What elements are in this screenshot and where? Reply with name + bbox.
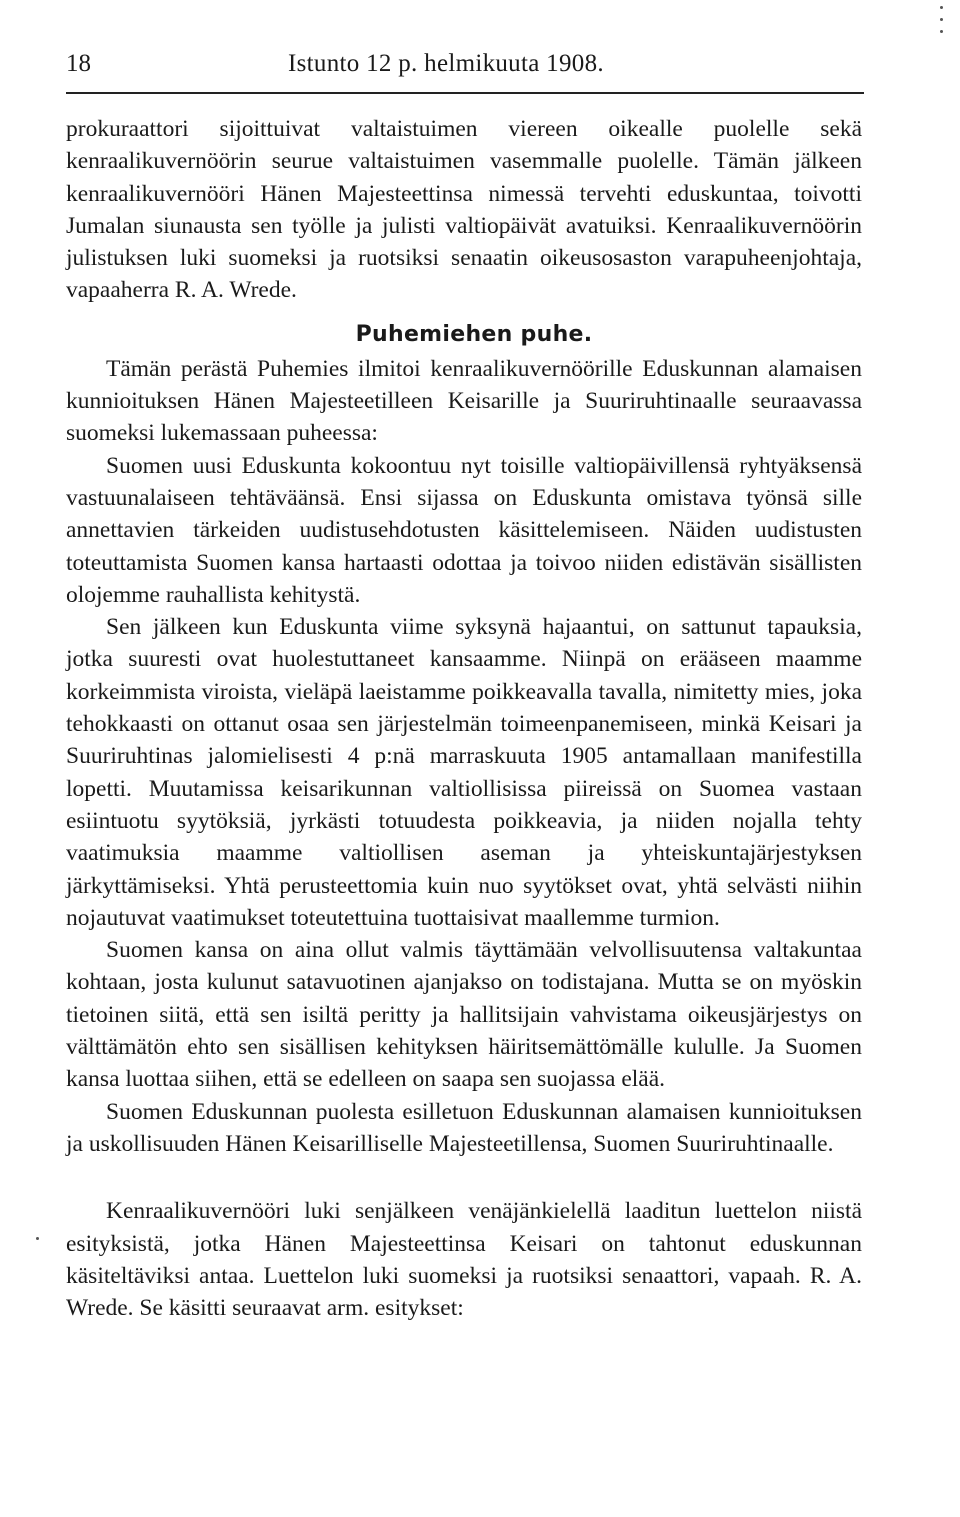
speech-paragraph-3: Suomen kansa on aina ollut valmis täyttämään velvollisuutensa valtakuntaa kohtaan, josta kulunut satavuotinen ajanjakso on todistajana. Mutta se on myöskin tietoinen siitä, että sen isiltä peritty ja hallitsijain vahvistama oikeusjärjestys on välttämätön ehto sen sisällisen kehityksen häiritsemättömälle kululle. Ja Suomen kansa luottaa siihen, että se edelleen on saapa sen suojassa elää. xyxy=(66,937,862,1093)
running-title: Istunto 12 p. helmikuuta 1908. xyxy=(288,50,604,77)
paragraph-gap xyxy=(66,1160,862,1195)
header-rule xyxy=(66,92,864,94)
page-number: 18 xyxy=(66,50,91,77)
margin-dot xyxy=(36,1237,39,1240)
intro-paragraph: prokuraattori sijoittuivat valtaistuimen viereen oikealle puolelle sekä kenraalikuvernöörin seurue valtaistuimen vasemmalle puolelle. Tämän jälkeen kenraalikuvernööri Hänen Majesteettinsa nimessä tervehti eduskuntaa, toivotti Jumalan siunausta sen työlle ja julisti valtiopäivät avatuiksi. Kenraalikuvernöörin julistuksen luki suomeksi ja ruotsiksi senaatin oikeusosaston varapuheenjohtaja, vapaaherra R. A. Wrede. xyxy=(66,116,862,304)
closing-paragraph: Kenraalikuvernööri luki senjälkeen venäjänkielellä laaditun luettelon niistä esityksistä, jotka Hänen Majesteettinsa Keisari on tahtonut eduskunnan käsiteltäviksi antaa. Luettelon luki suomeksi ja ruotsiksi senaattori, vapaah. R. A. Wrede. Se käsitti seuraavat arm. esitykset: xyxy=(66,1198,862,1322)
speech-paragraph-2: Sen jälkeen kun Eduskunta viime syksynä hajaantui, on sattunut tapauksia, jotka suuresti ovat huolestuttaneet kansaamme. Niinpä on erääseen maamme korkeimmista viroista, vieläpä laeistamme poikkeavalla tavalla, nimitetty mies, joka tehokkaasti on ottanut osaa sen järjestelmän toimeenpanemiseen, minkä Keisari ja Suuriruhtinas jalomielisesti 4 p:nä marraskuuta 1905 antamallaan manifestilla lopetti. Muutamissa keisarikunnan valtiollisissa piireissä on Suomea vastaan esiintuotu syytöksiä, jyrkästi totuudesta poikkeavia, ja niiden nojalla tehty vaatimuksia maamme valtiollisen aseman ja yhteiskuntajärjestyksen järkyttämiseksi. Yhtä perusteettomia kuin nuo syytökset ovat, yhtä selvästi niihin nojautuvat vaatimukset toteutettuina tuottaisivat maallemme turmion. xyxy=(66,614,862,931)
speech-paragraph-1: Suomen uusi Eduskunta kokoontuu nyt toisille valtiopäivillensä ryhtyäksensä vastuunalaiseen tehtäväänsä. Ensi sijassa on Eduskunta omistava työnsä sille annettavien tärkeiden uudistusehdotusten käsittelemiseen. Näiden uudistusten toteuttamista Suomen kansa hartaasti odottaa ja toivoo niiden edistävän sisällisten olojemme rauhallista kehitystä. xyxy=(66,452,862,608)
page-body xyxy=(66,113,862,1324)
margin-dot xyxy=(940,18,943,21)
section-heading: Puhemiehen puhe. xyxy=(355,321,593,347)
margin-dot xyxy=(940,30,943,33)
speech-intro-paragraph: Tämän perästä Puhemies ilmitoi kenraalikuvernöörille Eduskunnan alamaisen kunnioituksen Hänen Majesteetilleen Keisarille ja Suuriruhtinaalle seuraavassa suomeksi lukemassaan puheessa: xyxy=(66,355,862,447)
speech-paragraph-4: Suomen Eduskunnan puolesta esilletuon Eduskunnan alamaisen kunnioituksen ja uskollisuuden Hänen Keisarilliselle Majesteetillensa, Suomen Suuriruhtinaalle. xyxy=(66,1098,862,1157)
page-header xyxy=(66,44,866,90)
margin-dot xyxy=(940,6,943,9)
